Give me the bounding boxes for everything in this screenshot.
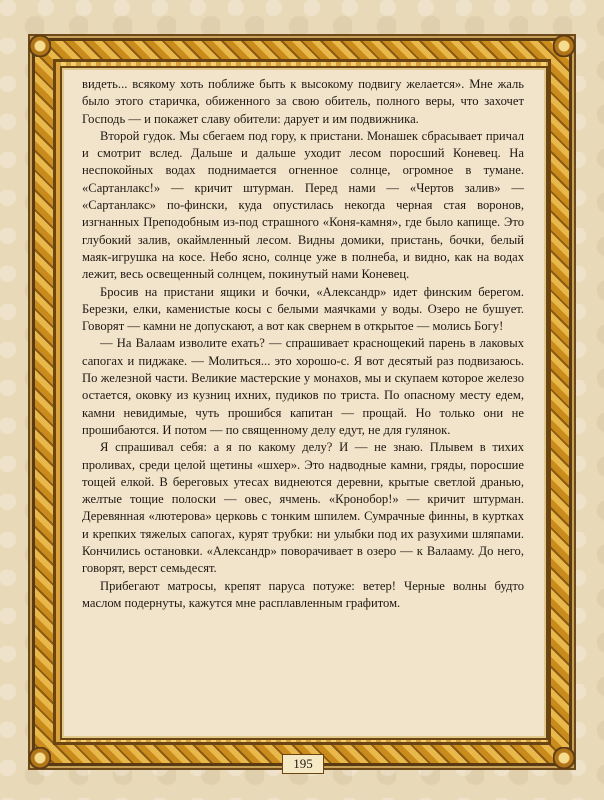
corner-ornament-icon [29, 747, 51, 769]
corner-ornament-icon [29, 35, 51, 57]
corner-ornament-icon [553, 747, 575, 769]
paragraph: Прибегают матросы, крепят паруса потуже: ветер! Черные волны будто маслом подернуты, кажутся мне расплавленным графитом. [82, 578, 524, 610]
paragraph: видеть... всякому хоть поближе быть к высокому подвигу желается». Мне жаль было этого старичка, обиженного за свою обитель, полного веры, что захочет Господь — и покажет славу обители: дарует и им подвижника. [82, 77, 524, 126]
paragraph: — На Валаам изволите ехать? — спрашивает краснощекий парень в лаковых сапогах и пиджаке. — Молиться... это хорошо-с. Я вот десятый раз подвизаюсь. По железной части. Великие мастерские у монахов, мы и скупаем которое железо остается, оковку из кузниц ихних, пудиков по триста. По опасному месту едем, камни невидимые, чуть прошибся капитан — прощай. Но только они не прошибаются. И потом — по священному делу едут, не для гулянок. [82, 336, 524, 437]
page-text [82, 76, 524, 612]
page-number-box [282, 754, 324, 774]
corner-ornament-icon [553, 35, 575, 57]
paragraph: Второй гудок. Мы сбегаем под гору, к пристани. Монашек сбрасывает причал и смотрит вслед. Дальше и дальше уходит лесом поросший Коневец. На неспокойных водах поднимается огненное солнце, огромное в тумане. «Сартанлакс!» — кричит штурман. Перед нами — «Чертов залив» — «Сартанлакс» по-фински, куда опустилась некогда черная стая воронов, изгнанных Преподобным из-под страшного «Коня-камня», где было капище. Это глубокий залив, окаймленный лесом. Видны домики, пристань, бочки, белый маяк-игрушка на косе. Небо ясно, солнце уже в полнеба, и видно, как на водах лежит, весь освещенный солнцем, покинутый нами Коневец. [82, 128, 524, 282]
paragraph: Бросив на пристани ящики и бочки, «Александр» идет финским берегом. Березки, елки, каменистые косы с белыми маячками у воды. Озеро не бушует. Говорят — камни не допускают, а вот как свернем в открытое — молись Богу! [82, 284, 524, 334]
page-number: 195 [293, 756, 313, 771]
paragraph: Я спрашивал себя: а я по какому делу? И — не знаю. Плывем в тихих проливах, среди целой щетины «шхер». Это надводные камни, гряды, поросшие тощей елкой. В береговых утесах виднеются деревни, крытые светлой дранью, желтые тощие полоски — овес, ячмень. «Кронобор!» — кричит штурман. Деревянная «лютерова» церковь с тонким шпилем. Сумрачные финны, в куртках и крепких тяжелых сапогах, курят трубки: ни улыбки под их разухими шляпами. Кончились остановки. «Александр» поворачивает в озеро — к Валааму. До него, говорят, верст семьдесят. [82, 440, 524, 576]
